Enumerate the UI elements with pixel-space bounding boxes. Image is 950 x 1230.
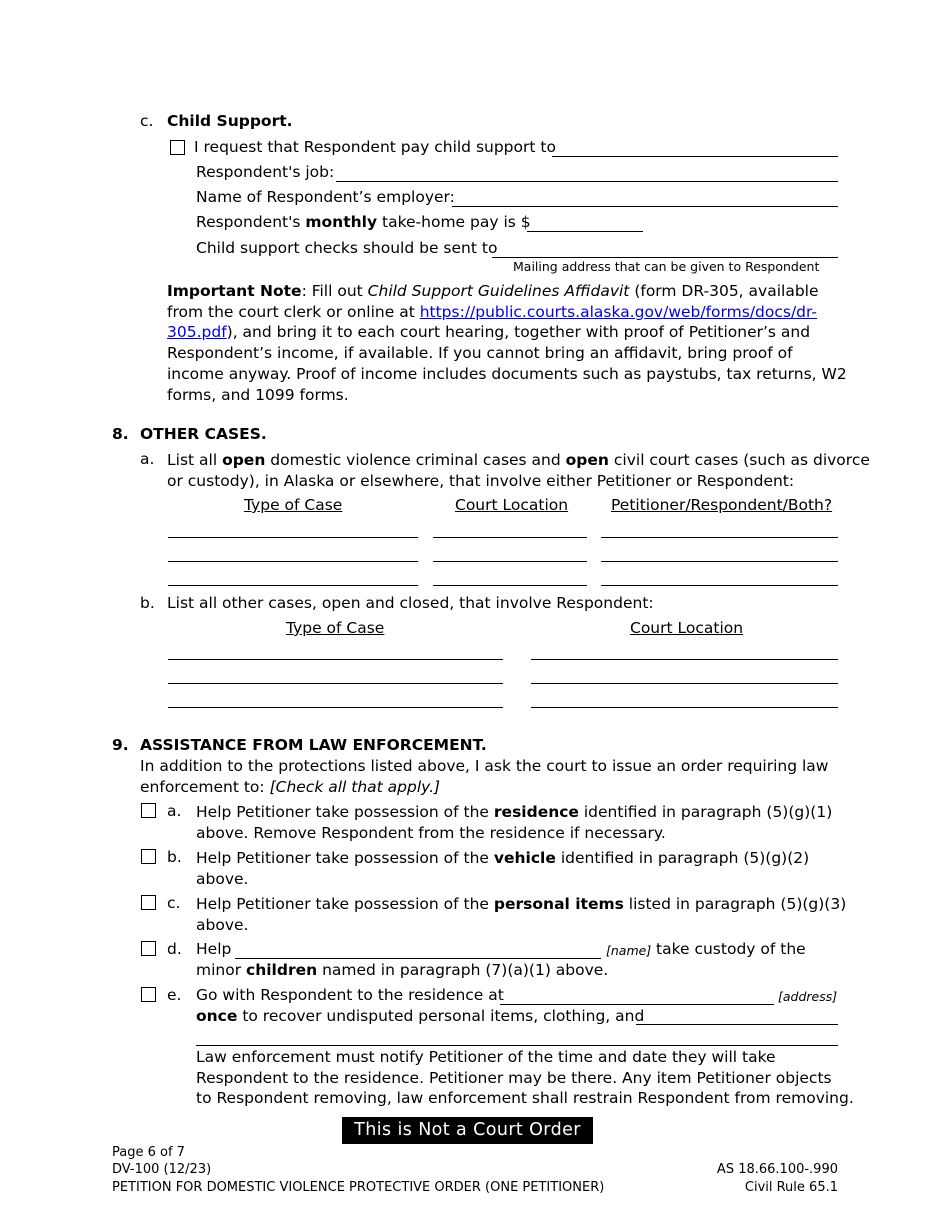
case-b-row1-type-field[interactable] (168, 659, 503, 660)
other-cases-a-marker: a. (140, 450, 155, 468)
le-d-line2: minor children named in paragraph (7)(a)(1) above. (196, 961, 609, 979)
respondent-job-field[interactable] (336, 181, 838, 182)
dr305-link-continued[interactable]: 305.pdf (167, 323, 227, 342)
other-cases-b-text: List all other cases, open and closed, that involve Respondent: (167, 594, 654, 612)
case-a-row1-type-field[interactable] (168, 537, 418, 538)
other-cases-b-marker: b. (140, 594, 155, 612)
law-enforcement-heading: ASSISTANCE FROM LAW ENFORCEMENT. (140, 736, 487, 754)
le-d-name-hint: [name] (606, 943, 652, 958)
le-e-items-field[interactable] (636, 1024, 838, 1025)
checks-sent-label: Child support checks should be sent to (196, 239, 498, 257)
case-b-row3-location-field[interactable] (531, 707, 838, 708)
le-d-name-field[interactable] (235, 958, 601, 959)
col-party: Petitioner/Respondent/Both? (611, 496, 833, 514)
le-e-text: Go with Respondent to the residence at (196, 986, 504, 1004)
dr305-link[interactable]: https://public.courts.alaska.gov/web/forms/docs/dr- (419, 302, 817, 321)
footer-civil-rule: Civil Rule 65.1 (744, 1180, 838, 1195)
case-a-row2-location-field[interactable] (433, 561, 587, 562)
col-type-of-case: Type of Case (244, 496, 343, 514)
le-d-checkbox[interactable] (141, 941, 156, 956)
child-support-request-checkbox[interactable] (170, 140, 185, 155)
case-b-row1-location-field[interactable] (531, 659, 838, 660)
le-e-address-hint: [address] (778, 989, 838, 1004)
case-b-row3-type-field[interactable] (168, 707, 503, 708)
case-a-row3-location-field[interactable] (433, 585, 587, 586)
le-a-text: Help Petitioner take possession of the residence identified in paragraph (5)(g)(1) above. Remove Respondent from the residence if necessary. (196, 803, 833, 842)
section-9-number: 9. (112, 736, 129, 754)
case-a-row3-type-field[interactable] (168, 585, 418, 586)
checks-address-field[interactable] (492, 257, 838, 258)
le-b-checkbox[interactable] (141, 849, 156, 864)
le-e-items-field-continued[interactable] (196, 1045, 838, 1046)
le-d-help: Help (196, 940, 232, 958)
le-e-note: Law enforcement must notify Petitioner of the time and date they will take Respondent to the residence. Petitioner may be there. Any item Petitioner objects to Respondent removing, law enforcement shall restrain Respondent from removing. (196, 1048, 854, 1108)
support-recipient-field[interactable] (552, 156, 838, 157)
child-support-request-text: I request that Respondent pay child support to (194, 138, 556, 156)
respondent-job-label: Respondent's job: (196, 163, 335, 181)
le-a-marker: a. (167, 802, 182, 820)
le-b-marker: b. (167, 848, 182, 866)
le-c-checkbox[interactable] (141, 895, 156, 910)
not-court-order-banner: This is Not a Court Order (342, 1117, 593, 1144)
case-a-row2-party-field[interactable] (601, 561, 838, 562)
monthly-pay-label: Respondent's monthly take-home pay is $ (196, 213, 531, 231)
col-b-court-location: Court Location (630, 619, 744, 637)
le-e-checkbox[interactable] (141, 987, 156, 1002)
le-a-checkbox[interactable] (141, 803, 156, 818)
child-support-heading: Child Support. (167, 112, 293, 130)
footer-statute: AS 18.66.100-.990 (716, 1162, 838, 1177)
case-a-row1-location-field[interactable] (433, 537, 587, 538)
case-a-row2-type-field[interactable] (168, 561, 418, 562)
section-8-number: 8. (112, 425, 129, 443)
case-a-row1-party-field[interactable] (601, 537, 838, 538)
important-note: Important Note: Fill out Child Support Guidelines Affidavit (form DR-305, available from the court clerk or online at https://public.courts.alaska.gov/web/forms/docs/dr- 305.pdf), and bring it to each court hearing, together with proof of Petitioner’s and Respondent’s income, if available. If you cannot bring an affidavit, bring proof of income anyway. Proof of income includes documents such as paystubs, tax returns, W2 forms, and 1099 forms. (167, 282, 847, 404)
le-d-marker: d. (167, 940, 182, 958)
other-cases-heading: OTHER CASES. (140, 425, 267, 443)
other-cases-a-text: List all open domestic violence criminal cases and open civil court cases (such as divorce or custody), in Alaska or elsewhere, that involve either Petitioner or Respondent: (167, 451, 870, 490)
monthly-pay-field[interactable] (527, 231, 643, 232)
le-e-line2: once to recover undisputed personal items, clothing, and (196, 1007, 645, 1025)
le-e-marker: e. (167, 986, 182, 1004)
le-c-marker: c. (167, 894, 181, 912)
case-b-row2-type-field[interactable] (168, 683, 503, 684)
le-d-custody: take custody of the (656, 940, 806, 958)
footer-form-title: PETITION FOR DOMESTIC VIOLENCE PROTECTIVE ORDER (ONE PETITIONER) (112, 1180, 605, 1195)
mailing-address-caption: Mailing address that can be given to Respondent (513, 259, 820, 274)
respondent-employer-field[interactable] (452, 206, 838, 207)
le-c-text: Help Petitioner take possession of the personal items listed in paragraph (5)(g)(3) above. (196, 895, 847, 934)
law-enforcement-intro: In addition to the protections listed above, I ask the court to issue an order requiring law enforcement to: [Check all that apply.] (140, 757, 829, 796)
le-e-address-field[interactable] (500, 1004, 774, 1005)
case-b-row2-location-field[interactable] (531, 683, 838, 684)
col-b-type-of-case: Type of Case (286, 619, 385, 637)
le-b-text: Help Petitioner take possession of the vehicle identified in paragraph (5)(g)(2) above. (196, 849, 810, 888)
footer-page-number: Page 6 of 7 (112, 1145, 185, 1160)
case-a-row3-party-field[interactable] (601, 585, 838, 586)
footer-form-id: DV-100 (12/23) (112, 1162, 212, 1177)
respondent-employer-label: Name of Respondent’s employer: (196, 188, 455, 206)
section-c-marker: c. (140, 112, 154, 130)
col-court-location: Court Location (455, 496, 569, 514)
